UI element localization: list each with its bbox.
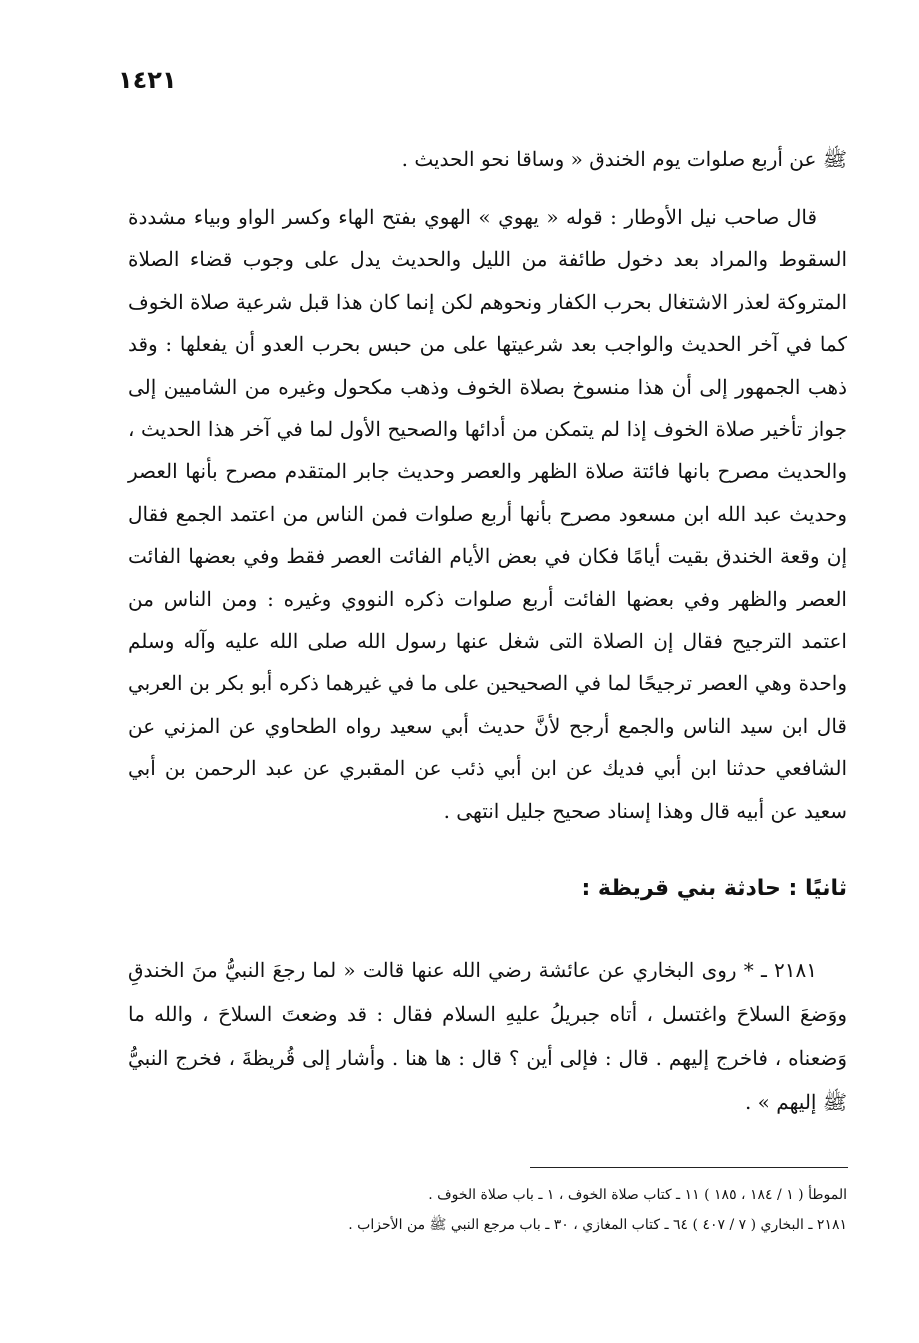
hadith-paragraph: ٢١٨١ ـ * روى البخاري عن عائشة رضي الله عنها قالت « لما رجعَ النبيُّ منَ الخندقِ ووَضعَ السلاحَ واغتسل ، أتاه جبريلُ عليهِ السلام فقال : قد وضعتَ السلاحَ ، والله ما وَضعناه ، فاخرج إليهم . قال : فإلى أين ؟ قال : ها هنا . وأشار إلى قُريظةَ ، فخرج النبيُّ ﷺ إليهم » .	[128, 958, 847, 1114]
intro-text	[128, 138, 847, 180]
footnotes	[128, 1180, 847, 1240]
commentary-block	[128, 196, 847, 832]
hadith-block	[128, 948, 847, 1124]
page-number: ١٤٢١	[118, 66, 177, 94]
footnote-item: الموطأ ( ١ / ١٨٤ ، ١٨٥ ) ١١ ـ كتاب صلاة الخوف ، ١ ـ باب صلاة الخوف .	[428, 1187, 847, 1203]
footnote-item: ٢١٨١ ـ البخاري ( ٧ / ٤٠٧ ) ٦٤ ـ كتاب المغازي ، ٣٠ ـ باب مرجع النبي ﷺ من الأحزاب .	[348, 1217, 847, 1233]
intro-paragraph: ﷺ عن أربع صلوات يوم الخندق « وساقا نحو الحديث .	[401, 147, 847, 171]
section-heading: ثانيًا : حادثة بني قريظة :	[581, 876, 847, 901]
commentary-paragraph: قال صاحب نيل الأوطار : قوله « يهوي » الهوي بفتح الهاء وكسر الواو وبياء مشددة السقوط والمراد بعد دخول طائفة من الليل والحديث يدل على وجوب قضاء الصلاة المتروكة لعذر الاشتغال بحرب الكفار ونحوهم لكن إنما كان هذا قبل شرعية صلاة الخوف كما في آخر الحديث والواجب بعد شرعيتها على من حبس بحرب العدو أن يفعلها : وقد ذهب الجمهور إلى أن هذا منسوخ بصلاة الخوف وذهب مكحول وغيره من الشاميين إلى جواز تأخير صلاة الخوف إذا لم يتمكن من أدائها والصحيح الأول لما في آخر هذا الحديث ، والحديث مصرح بانها فائتة صلاة الظهر والعصر وحديث جابر المتقدم مصرح بأنها العصر وحديث عبد الله ابن مسعود مصرح بأنها أربع صلوات فمن الناس من اعتمد الجمع فقال إن وقعة الخندق بقيت أيامًا فكان في بعض الأيام الفائت العصر فقط وفي بعضها الفائت العصر والظهر وفي بعضها الفائت أربع صلوات ذكره النووي وغيره : ومن الناس من اعتمد الترجيح فقال إن الصلاة التى شغل عنها رسول الله صلى الله عليه وآله وسلم واحدة وهي العصر ترجيحًا لما في الصحيحين على ما في غيرهما ذكره أبو بكر بن العربي قال ابن سيد الناس والجمع أرجح لأنَّ حديث أبي سعيد رواه الطحاوي عن المزني عن الشافعي حدثنا ابن أبي فديك عن ابن أبي ذئب عن المقبري عن عبد الرحمن بن أبي سعيد عن أبيه قال وهذا إسناد صحيح جليل انتهى .	[128, 205, 848, 823]
footnote-divider	[530, 1167, 848, 1168]
